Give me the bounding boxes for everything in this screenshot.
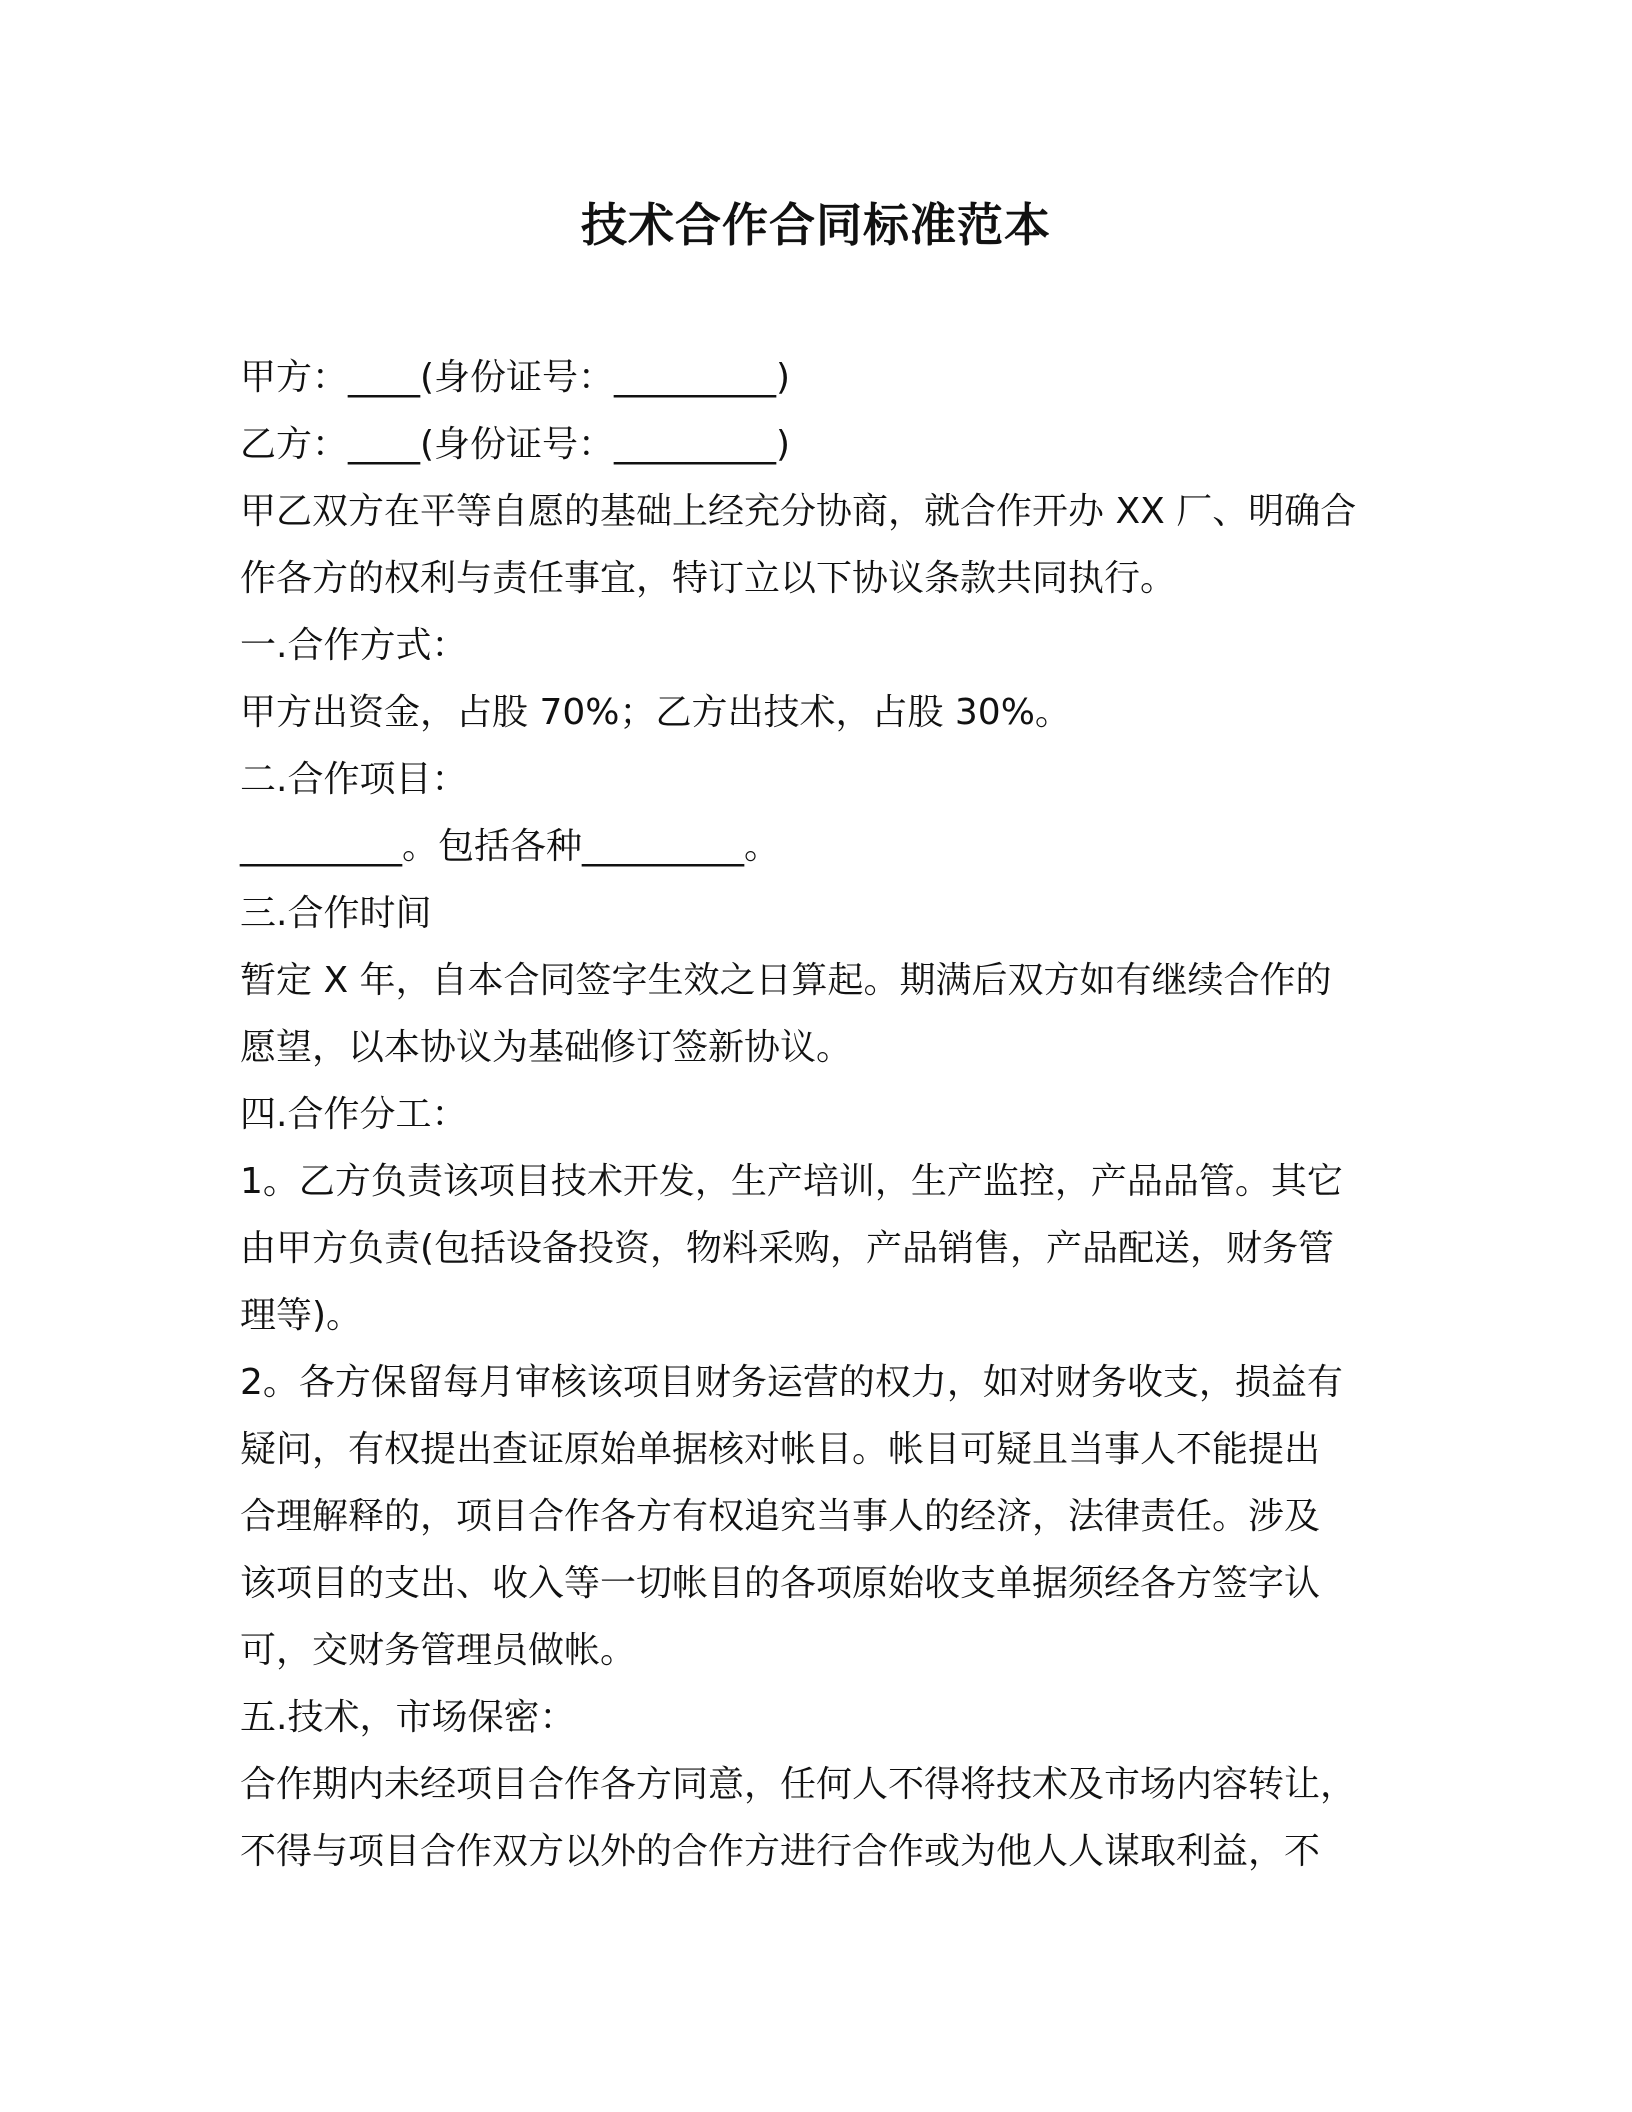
document-body <box>240 344 1400 1885</box>
section-heading: 五.技术，市场保密： <box>240 1697 576 1738</box>
party-b-line: 乙方：____(身份证号：_________) <box>240 424 791 465</box>
section-heading: 四.合作分工： <box>240 1094 468 1135</box>
paragraph-line: 可，交财务管理员做帐。 <box>240 1630 637 1671</box>
paragraph-line: 2。各方保留每月审核该项目财务运营的权力，如对财务收支，损益有 <box>240 1362 1343 1403</box>
paragraph-line: 愿望，以本协议为基础修订签新协议。 <box>240 1027 853 1068</box>
section-heading: 一.合作方式： <box>240 625 468 666</box>
paragraph-line: 由甲方负责(包括设备投资，物料采购，产品销售，产品配送，财务管 <box>240 1228 1335 1269</box>
paragraph-line: 该项目的支出、收入等一切帐目的各项原始收支单据须经各方签字认 <box>240 1563 1321 1604</box>
paragraph-line: 暂定 X 年，自本合同签字生效之日算起。期满后双方如有继续合作的 <box>240 960 1332 1001</box>
section-heading: 三.合作时间 <box>240 893 432 934</box>
section-heading: 二.合作项目： <box>240 759 468 800</box>
paragraph-line: 合作期内未经项目合作各方同意，任何人不得将技术及市场内容转让， <box>240 1764 1357 1805</box>
preamble-line: 作各方的权利与责任事宜，特订立以下协议条款共同执行。 <box>240 558 1177 599</box>
paragraph-line: _________。包括各种_________。 <box>240 826 781 867</box>
paragraph-line: 合理解释的，项目合作各方有权追究当事人的经济，法律责任。涉及 <box>240 1496 1321 1537</box>
paragraph-line: 不得与项目合作双方以外的合作方进行合作或为他人人谋取利益，不 <box>240 1831 1321 1872</box>
party-a-line: 甲方：____(身份证号：_________) <box>240 357 791 398</box>
preamble-line: 甲乙双方在平等自愿的基础上经充分协商，就合作开办 XX 厂、明确合 <box>240 491 1357 532</box>
paragraph-line: 疑问，有权提出查证原始单据核对帐目。帐目可疑且当事人不能提出 <box>240 1429 1321 1470</box>
paragraph-line: 1。乙方负责该项目技术开发，生产培训，生产监控，产品品管。其它 <box>240 1161 1343 1202</box>
paragraph-line: 甲方出资金，占股 70%；乙方出技术，占股 30%。 <box>240 692 1071 733</box>
document-title: 技术合作合同标准范本 <box>581 198 1051 252</box>
paragraph-line: 理等)。 <box>240 1295 363 1336</box>
